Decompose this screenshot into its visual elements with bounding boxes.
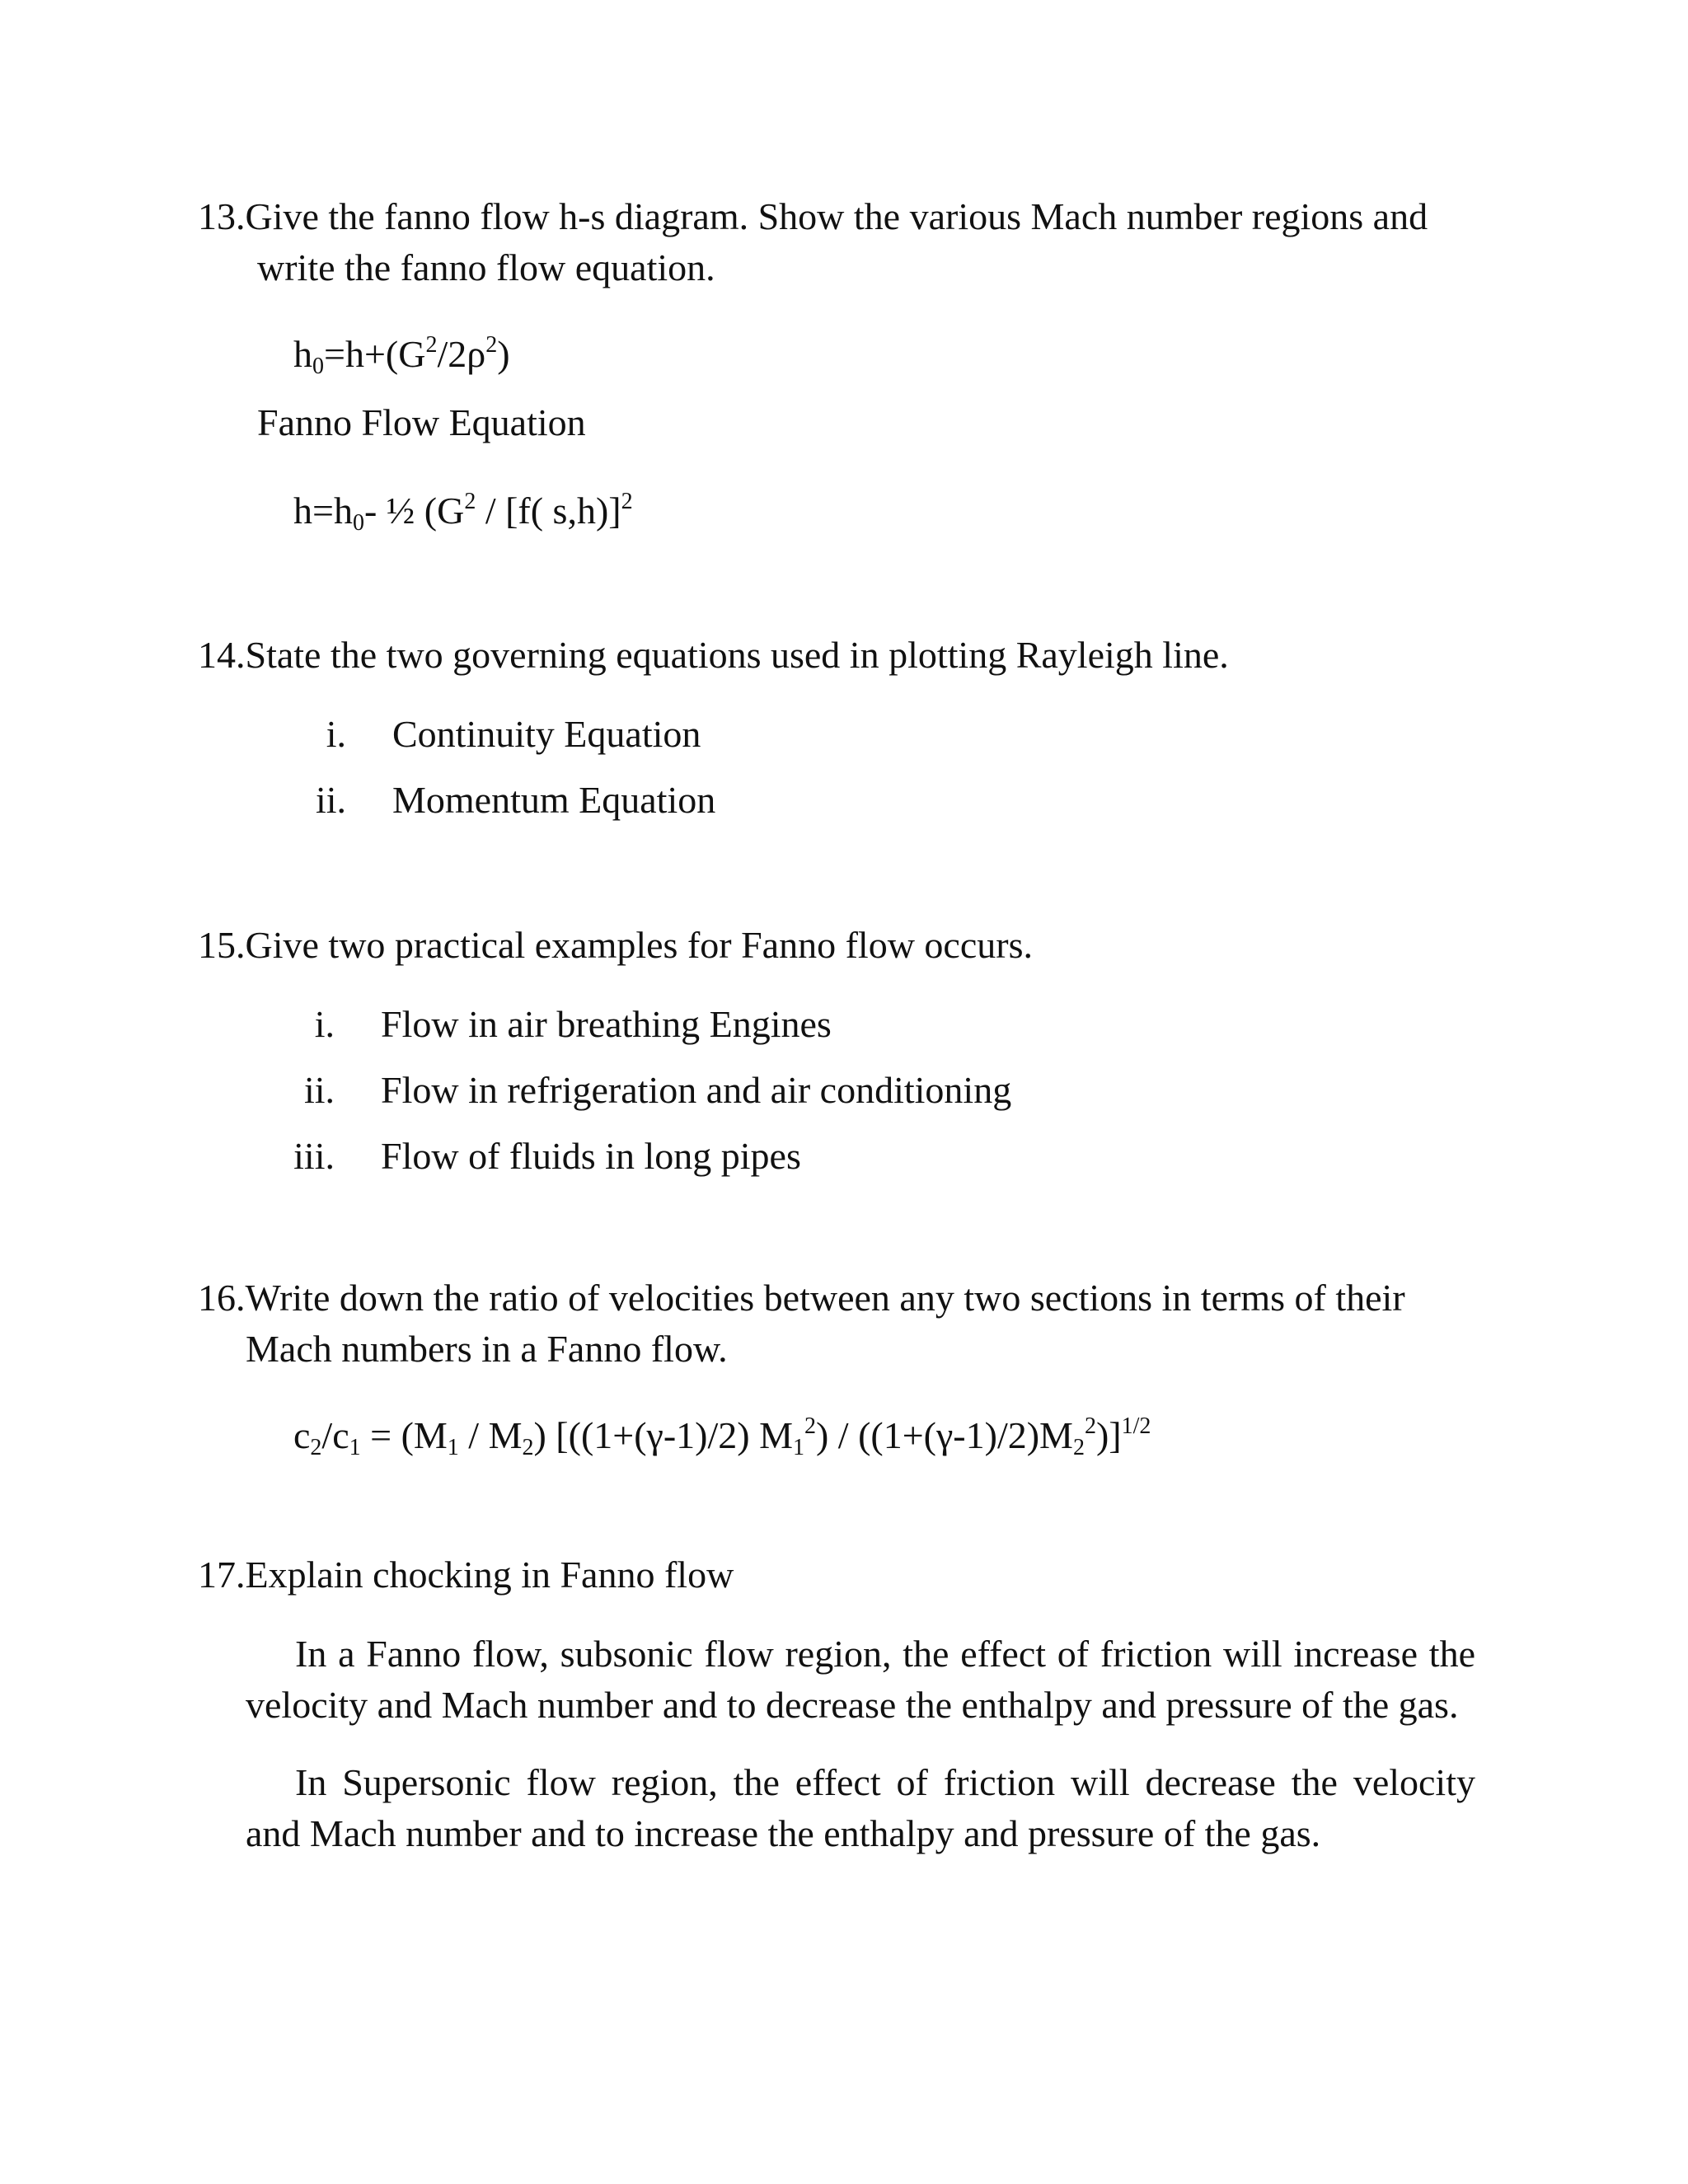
question-14-number: 14. — [198, 634, 246, 676]
question-13-number: 13. — [198, 195, 246, 237]
question-14-text: State the two governing equations used in plotting Rayleigh line. — [245, 634, 1229, 676]
question-13-line2: write the fanno flow equation. — [257, 246, 715, 288]
question-15 — [198, 920, 1475, 971]
question-15-number: 15. — [198, 924, 246, 966]
question-16-number: 16. — [198, 1277, 246, 1319]
question-13-line1: Give the fanno flow h-s diagram. Show the various Mach number regions and — [245, 195, 1428, 237]
equation-fanno-flow: $h=h_0-$ ½ ($G^2 / [f$( s,h)]$^2$ — [293, 489, 633, 536]
answer-paragraph-supersonic: In Supersonic flow region, the effect of friction will decrease the velocity and Mach number and to increase the enthalpy and pressure of the gas. — [246, 1761, 1475, 1854]
question-14 — [198, 630, 1475, 681]
answer-paragraph-subsonic: In a Fanno flow, subsonic flow region, the effect of friction will increase the velocity and Mach number and to decrease the enthalpy and pressure of the gas. — [246, 1633, 1475, 1726]
equation-velocity-ratio: $c_2/c_1 = (M_1 / M_2)$ [((1+(γ-1)/2) $M_1^2) / ((1+(\gamma-1)/2)M_2^2)]^{1/2}$ — [293, 1413, 1151, 1460]
question-16 — [198, 1272, 1475, 1324]
list-item: i. Continuity Equation — [326, 713, 701, 755]
question-17-text: Explain chocking in Fanno flow — [245, 1554, 734, 1596]
equation-stagnation-enthalpy: $h_0=h+(G^2/2\rho^2)$ — [293, 332, 510, 379]
list-item: ii. Momentum Equation — [315, 779, 716, 821]
list-item: ii. Flow in refrigeration and air conditioning — [303, 1069, 1012, 1111]
list-item: i. Flow in air breathing Engines — [314, 1003, 832, 1045]
question-15-text: Give two practical examples for Fanno flow occurs. — [245, 924, 1033, 966]
question-16-line1: Write down the ratio of velocities between any two sections in terms of their — [245, 1277, 1405, 1319]
fanno-equation-label: Fanno Flow Equation — [257, 401, 586, 443]
question-16-line2: Mach numbers in a Fanno flow. — [246, 1328, 728, 1370]
question-13 — [198, 191, 1475, 242]
question-17 — [198, 1549, 1475, 1601]
list-item: iii. Flow of fluids in long pipes — [293, 1135, 801, 1177]
question-17-number: 17. — [198, 1554, 246, 1596]
